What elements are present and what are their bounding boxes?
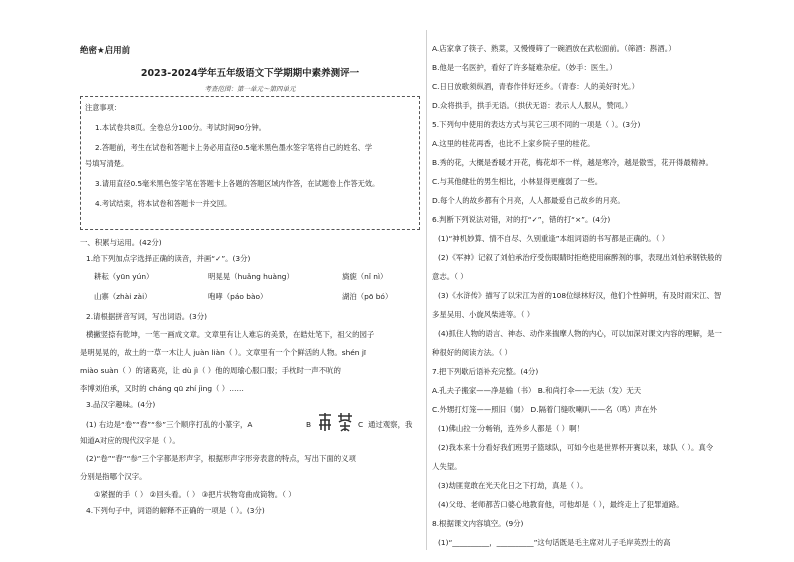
question-1: 1.给下列加点字选择正确的读音，并画“✓”。(3分) bbox=[86, 254, 251, 263]
exam-title: 2023-2024学年五年级语文下学期期中素养测评一 bbox=[140, 68, 360, 79]
pinyin-item: 旖旎（nǐ nì） bbox=[342, 272, 388, 281]
option-line: C.日日放歌须纵酒，青春作伴好还乡。（青春：人的美好时光。） bbox=[432, 82, 640, 91]
pinyin-item: 明晃晃（huǎng huàng） bbox=[208, 272, 294, 281]
option-line: A.店家拿了筷子、熟菜，又慢慢筛了一碗酒放在武松面前。（筛酒：斟酒。） bbox=[432, 44, 676, 53]
passage-line: 横撇竖捺有乾坤，一笔一画成文章。文章里有让人难忘的美景，在皓灶笔下，祖父的园子 bbox=[86, 330, 375, 339]
statement-line: 人失望。 bbox=[432, 462, 462, 471]
option-line: A.这里的桂花再香，也比不上家乡院子里的桂花。 bbox=[432, 139, 595, 148]
notice-line: 4.考试结束，将本试卷和答题卡一并交回。 bbox=[95, 199, 232, 208]
question-8: 8.根据课文内容填空。(9分) bbox=[432, 519, 524, 528]
notice-line: 号填写清楚。 bbox=[85, 159, 129, 168]
option-line: D.众将拱手，拱手无语。（拱伏无语：表示人人服从，赞同。） bbox=[432, 101, 633, 110]
seal-character-icon bbox=[316, 412, 334, 432]
question-3-part: 通过观察，我 bbox=[368, 420, 413, 429]
statement-line: (3)劫匪竟敢在光天化日之下打劫，真是（ ）。 bbox=[438, 481, 588, 490]
option-label: C bbox=[358, 420, 364, 429]
question-7: 7.把下列歇后语补充完整。(4分) bbox=[432, 367, 539, 376]
notice-title: 注意事项： bbox=[85, 103, 121, 112]
option-line: C.与其他健壮的男生相比，小林显得更瘦弱了一些。 bbox=[432, 177, 603, 186]
pinyin-item: 耕耘（yūn yún） bbox=[94, 272, 154, 281]
statement-line: 多星吴用、小旋风柴进等。（ ） bbox=[432, 310, 535, 319]
passage-line: 李博刘伯承，又时的 cháng qū zhí jìng（ ）…… bbox=[80, 384, 244, 393]
notice-line: 1.本试卷共8页。全卷总分100分。考试时间90分钟。 bbox=[95, 123, 266, 132]
question-3: 3.品汉字趣味。(4分) bbox=[86, 400, 156, 409]
statement-line: (4)抓住人物的语言、神态、动作来揣摩人物的内心，可以加深对课文内容的理解，是一 bbox=[438, 329, 722, 338]
passage-line: miào suàn（ ）的诸葛亮，让 dù jì（ ）他的周瑜心服口服；手枕时一声不吭的 bbox=[80, 366, 341, 375]
statement-line: (1)“__________，__________”这句话既是毛主席对儿子毛岸英烈士的高 bbox=[438, 538, 671, 547]
column-divider bbox=[426, 30, 427, 550]
question-3-part: (1) 右边是“卷”“舂”“参”三个顺序打乱的小篆字，A bbox=[86, 420, 253, 429]
notice-box bbox=[80, 96, 420, 230]
statement-line: (3)《水浒传》描写了以宋江为首的108位绿林好汉，他们个性鲜明，有及时雨宋江、智 bbox=[438, 291, 722, 300]
question-3-part: (2)“卷”“舂”“参”三个字都是形声字，根据形声字形旁表意的特点，写出下面的义项 bbox=[86, 454, 356, 463]
statement-line: (4)父母、老师都苦口婆心地教育他，可他却是（ ），最终走上了犯罪道路。 bbox=[438, 500, 684, 509]
proverb-options: A.孔夫子搬家——净是输（书） B.和尚打伞——无法（发）无天 bbox=[432, 386, 642, 395]
option-label: B bbox=[306, 420, 312, 429]
statement-line: (1)“神机妙算、情不自尽、久别重逢”本组词语的书写都是正确的。（ ） bbox=[438, 234, 670, 243]
question-2: 2.请根据拼音写词，写出词语。(3分) bbox=[86, 312, 207, 321]
question-6: 6.判断下列说法对错，对的打“✓”，错的打“×”。(4分) bbox=[432, 215, 611, 224]
exam-scope: 考查范围：第一单元～第四单元 bbox=[204, 85, 296, 93]
secret-label: 绝密★启用前 bbox=[80, 46, 131, 56]
question-3-part: 分别是指哪个汉字。 bbox=[80, 472, 147, 481]
statement-line: (2)我本来十分看好我们班男子篮球队，可如今也是世界杯开赛以来，球队（ ）。真令 bbox=[438, 443, 714, 452]
question-4: 4.下列句子中，词语的解释不正确的一项是（ ）。(3分) bbox=[86, 506, 265, 515]
passage-line: 是明晃晃的，故土的一草一木让人 juàn liàn（ ）。文章里有一个个鲜活的人物。shén jī bbox=[80, 348, 366, 357]
option-line: B.他是一名医护，看好了许多疑难杂症。（妙手：医生。） bbox=[432, 63, 617, 72]
section-heading: 一、积累与运用。(42分) bbox=[80, 238, 162, 247]
notice-line: 2.答题前，考生在试卷和答题卡上务必用直径0.5毫米黑色墨水签字笔将自己的姓名、学 bbox=[95, 143, 373, 152]
option-line: B.秀的花，大概是香暖才开花，梅花却不一样，越是寒冷，越是傲雪，花开得最精神。 bbox=[432, 158, 713, 167]
pinyin-item: 咆哮（páo bào） bbox=[208, 292, 268, 301]
pinyin-item: 山寨（zhài zài） bbox=[94, 292, 152, 301]
statement-line: (1)佛山拉一分畅销，连外乡人都是（ ）啊！ bbox=[438, 424, 584, 433]
notice-line: 3.请用直径0.5毫米黑色签字笔在答题卡上各题的答题区域内作答，在试题卷上作答无效。 bbox=[95, 179, 380, 188]
statement-line: 种很好的阅读方法。（ ） bbox=[432, 348, 512, 357]
seal-character-icon bbox=[336, 412, 354, 432]
question-3-part: 知道A对应的现代汉字是（ ）。 bbox=[80, 436, 180, 445]
proverb-options: C.外甥打灯笼——照旧（舅） D.隔着门缝吹喇叭——名（鸣）声在外 bbox=[432, 405, 657, 414]
pinyin-item: 湖泊（pō bó） bbox=[342, 292, 393, 301]
statement-line: (2)《军神》记叙了刘伯承治疗受伤眼睛时拒绝使用麻醉剂的事，表现出刘伯承钢铁般的 bbox=[438, 253, 722, 262]
question-3-part: ①紧握的手（ ） ②回头看。（ ） ③把片状物弯曲成筒物。（ ） bbox=[94, 490, 296, 499]
question-5: 5.下列句中使用的表达方式与其它三项不同的一项是（ ）。(3分) bbox=[432, 120, 641, 129]
option-line: D.每个人的故乡都有个月亮，人人都最爱自己故乡的月亮。 bbox=[432, 196, 625, 205]
statement-line: 意志。（ ） bbox=[432, 272, 468, 281]
